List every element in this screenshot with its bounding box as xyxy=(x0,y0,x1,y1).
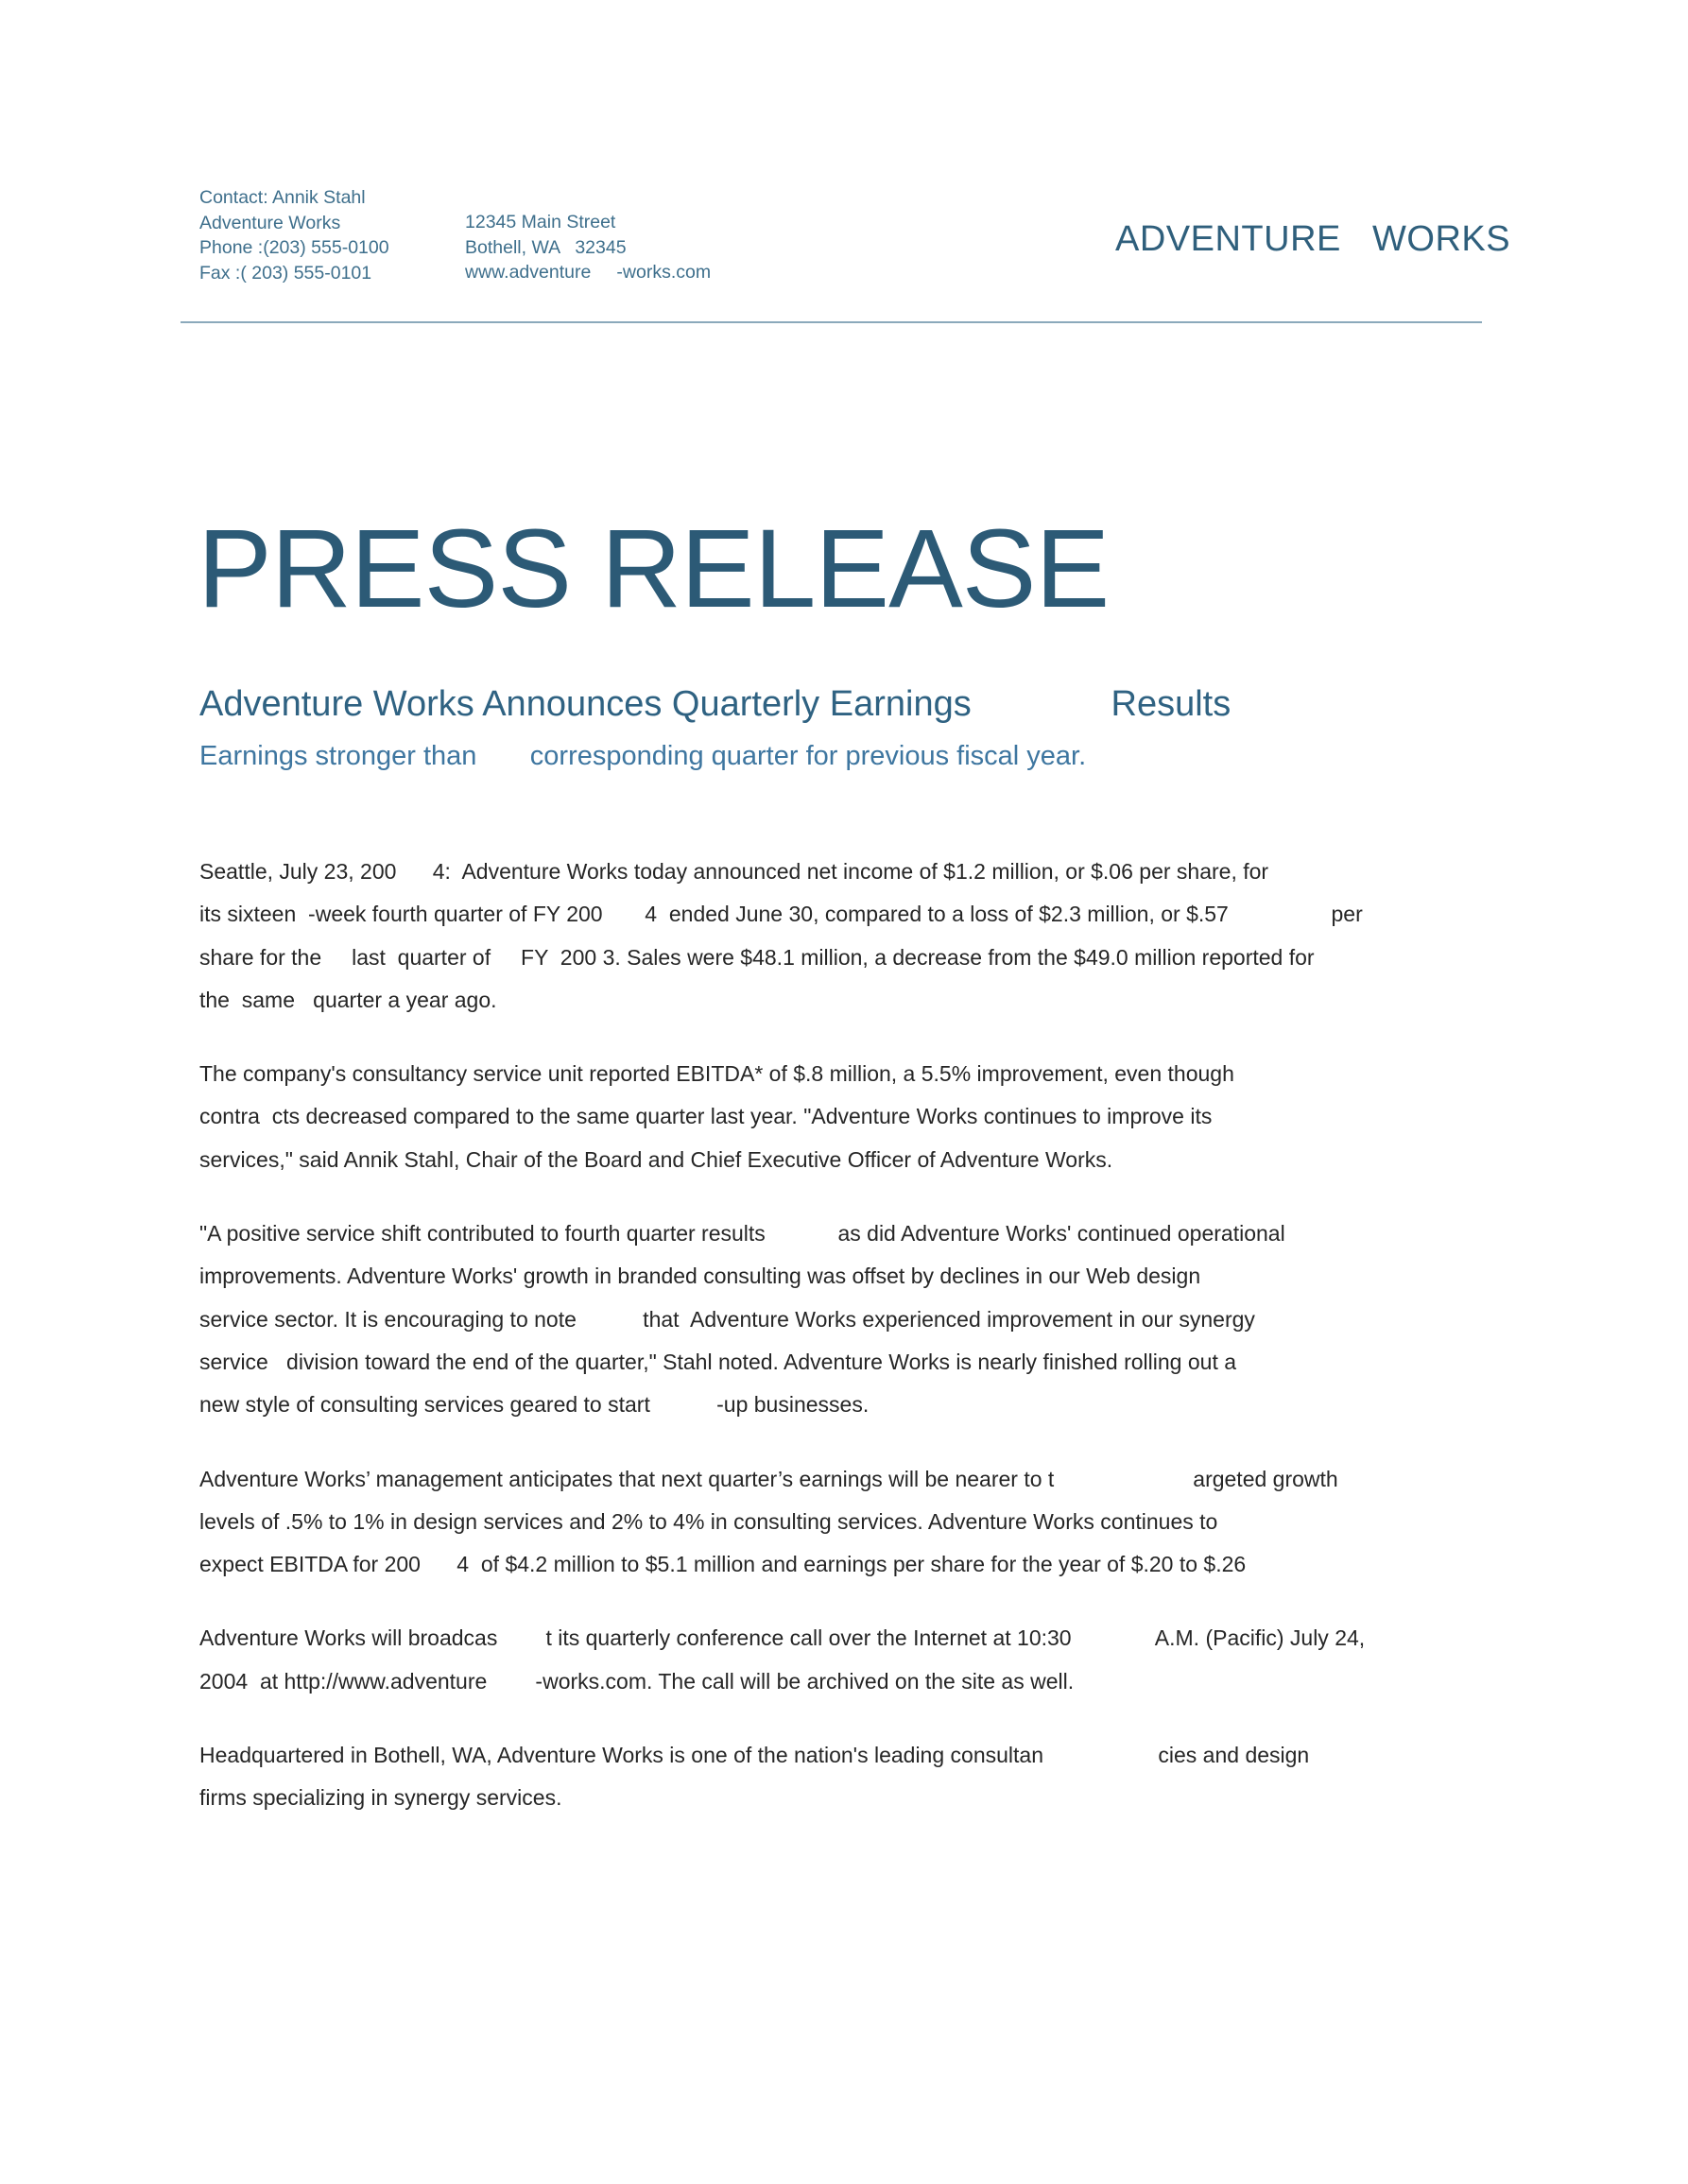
paragraph xyxy=(199,1053,1485,1181)
headline: Adventure Works Announces Quarterly Earnings Results xyxy=(199,684,1232,724)
paragraph xyxy=(199,1617,1485,1703)
address-city: Bothell, WA 32345 xyxy=(465,236,627,258)
text-line: new style of consulting services geared to start -up businesses. xyxy=(199,1392,870,1418)
paragraph xyxy=(199,851,1485,1022)
text-line: service division toward the end of the quarter," Stahl noted. Adventure Works is nearly finished rolling out a xyxy=(199,1349,1237,1374)
text-line: Headquartered in Bothell, WA, Adventure Works is one of the nation's leading consultan cies and design xyxy=(199,1743,1310,1768)
page-title: PRESS RELEASE xyxy=(198,507,1110,631)
text-line: improvements. Adventure Works' growth in branded consulting was offset by declines in our Web design xyxy=(199,1264,1201,1289)
text-line: "A positive service shift contributed to fourth quarter results as did Adventure Works' continued operational xyxy=(199,1221,1285,1247)
contact-name: Contact: Annik Stahl xyxy=(199,187,366,208)
paragraph xyxy=(199,1734,1485,1820)
text-line: its sixteen -week fourth quarter of FY 200 4 ended June 30, compared to a loss of $2.3 million, or $.57 per xyxy=(199,902,1363,927)
contact-phone: Phone :(203) 555-0100 xyxy=(199,237,389,258)
text-line: Adventure Works’ management anticipates that next quarter’s earnings will be nearer to t argeted growth xyxy=(199,1466,1338,1491)
address-block xyxy=(465,210,711,285)
text-line: The company's consultancy service unit reported EBITDA* of $.8 million, a 5.5% improvement, even though xyxy=(199,1061,1234,1087)
text-line: contra cts decreased compared to the same quarter last year. "Adventure Works continues to improve its xyxy=(199,1104,1213,1129)
contact-company: Adventure Works xyxy=(199,212,341,233)
text-line: levels of .5% to 1% in design services and 2% to 4% in consulting services. Adventure Works continues to xyxy=(199,1508,1218,1534)
text-line: 2004 at http://www.adventure -works.com. The call will be archived on the site as well. xyxy=(199,1668,1075,1694)
text-line: expect EBITDA for 200 4 of $4.2 million to $5.1 million and earnings per share for the year of $.20 to $.26 xyxy=(199,1552,1247,1577)
address-street: 12345 Main Street xyxy=(465,212,616,232)
release-body xyxy=(199,851,1485,1851)
address-website: www.adventure -works.com xyxy=(465,262,712,283)
contact-fax: Fax :( 203) 555-0101 xyxy=(199,262,372,284)
company-logo-text: ADVENTURE WORKS xyxy=(1115,219,1511,259)
contact-block xyxy=(199,185,389,285)
text-line: services," said Annik Stahl, Chair of the Board and Chief Executive Officer of Adventure Works. xyxy=(199,1146,1113,1172)
text-line: Seattle, July 23, 200 4: Adventure Works today announced net income of $1.2 million, or $.06 per share, for xyxy=(199,859,1269,884)
text-line: firms specializing in synergy services. xyxy=(199,1785,562,1811)
paragraph xyxy=(199,1212,1485,1426)
letterhead xyxy=(199,185,1511,299)
text-line: Adventure Works will broadcas t its quarterly conference call over the Internet at 10:30 A.M. (Pacific) July 24, xyxy=(199,1625,1366,1651)
subheadline: Earnings stronger than corresponding quarter for previous fiscal year. xyxy=(199,741,1087,771)
text-line: the same quarter a year ago. xyxy=(199,987,497,1012)
paragraph xyxy=(199,1458,1485,1587)
text-line: share for the last quarter of FY 200 3. Sales were $48.1 million, a decrease from the $49.0 million reported for xyxy=(199,944,1315,970)
text-line: service sector. It is encouraging to note that Adventure Works experienced improvement in our synergy xyxy=(199,1306,1255,1332)
header-divider xyxy=(181,321,1482,323)
